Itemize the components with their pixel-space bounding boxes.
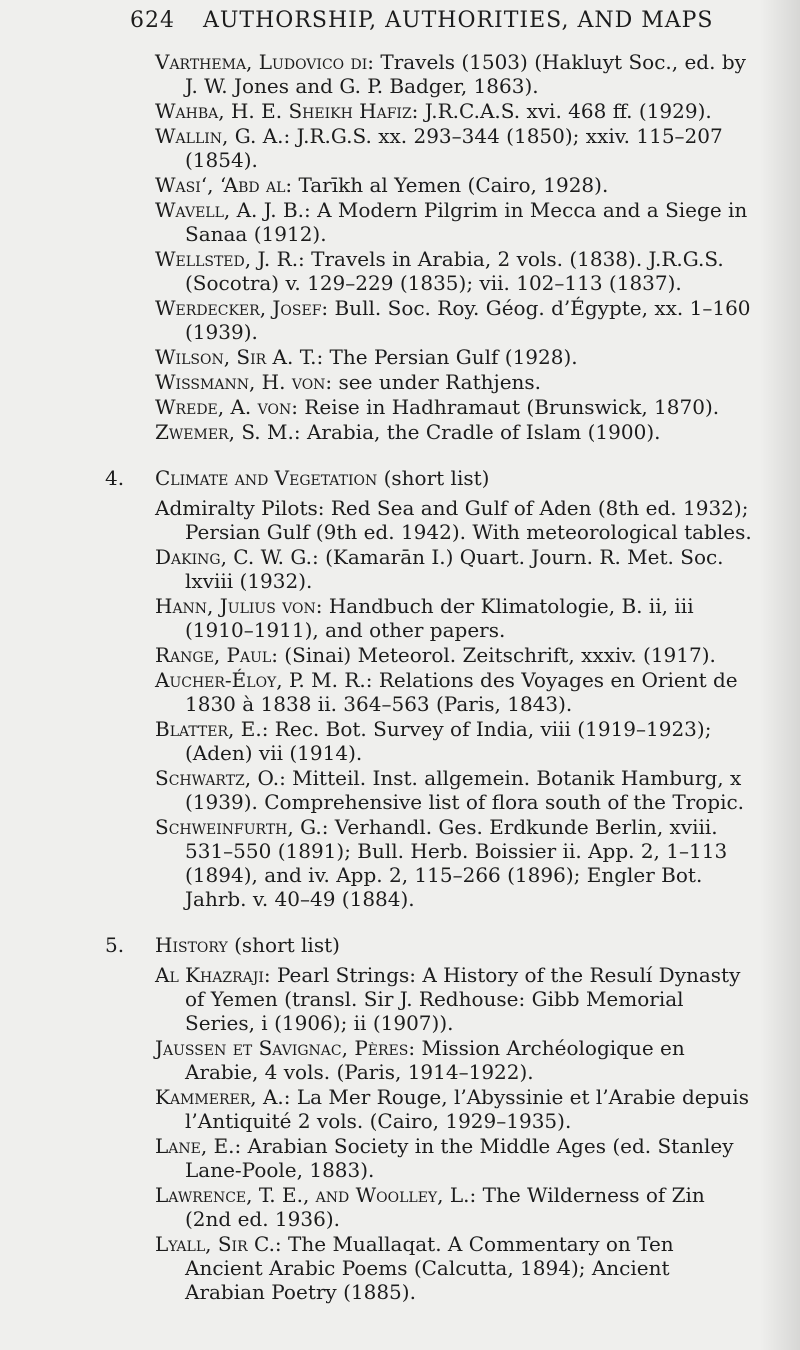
entry-text: Bull. Soc. Roy. Géog. d’Égypte, xx. 1–160 (1939). — [185, 296, 751, 344]
bib-entry — [155, 247, 755, 295]
entry-author: Kammerer, A.: — [155, 1085, 291, 1109]
entry-text: Pearl Strings: A History of the Resulí Dynasty of Yemen (transl. Sir J. Redhouse: Gibb Memorial Series, i (1906); ii (1907)). — [185, 963, 741, 1035]
entry-author: Lane, E.: — [155, 1134, 242, 1158]
entry-text: Travels (1503) (Hakluyt Soc., ed. by J. W. Jones and G. P. Badger, 1863). — [185, 50, 746, 98]
entry-author: Schweinfurth, G.: — [155, 815, 329, 839]
entry-text: Tarīkh al Yemen (Cairo, 1928). — [292, 173, 609, 197]
entry-author: Wissmann, H. von: — [155, 370, 333, 394]
entry-author: Hann, Julius von: — [155, 594, 323, 618]
entry-text: The Persian Gulf (1928). — [323, 345, 578, 369]
page-number: 624 — [130, 8, 175, 33]
bib-entry — [155, 815, 755, 911]
bib-entry — [155, 99, 755, 123]
section-history — [105, 933, 755, 1304]
entry-author: Zwemer, S. M.: — [155, 420, 301, 444]
bib-entry — [155, 345, 755, 369]
bib-entry — [155, 1036, 755, 1084]
entry-text: Rec. Bot. Survey of India, viii (1919–1923); (Aden) vii (1914). — [185, 717, 712, 765]
entry-text: Arabian Society in the Middle Ages (ed. Stanley Lane-Poole, 1883). — [185, 1134, 734, 1182]
bib-entry — [155, 124, 755, 172]
entry-text: (Sinai) Meteorol. Zeitschrift, xxxiv. (1917). — [277, 643, 716, 667]
section-number: 5. — [105, 933, 125, 957]
bib-entry — [155, 395, 755, 419]
section-title: Climate and Vegetation — [155, 466, 378, 490]
entry-text: The Muallaqat. A Commentary on Ten Ancient Arabic Poems (Calcutta, 1894); Ancient Arabian Poetry (1885). — [185, 1232, 674, 1304]
entry-text: (Kamarān I.) Quart. Journ. R. Met. Soc. lxviii (1932). — [185, 545, 724, 593]
entry-author: Wallin, G. A.: — [155, 124, 291, 148]
bib-entry — [155, 198, 755, 246]
entry-text: Handbuch der Klimatologie, B. ii, iii (1910–1911), and other papers. — [185, 594, 694, 642]
entries-top — [155, 50, 755, 444]
entry-author: Varthema, Ludovico di: — [155, 50, 374, 74]
entry-text: Mission Archéologique en Arabie, 4 vols. (Paris, 1914–1922). — [185, 1036, 685, 1084]
bib-entry — [155, 1232, 755, 1304]
bib-entry — [155, 963, 755, 1035]
bib-entry — [155, 594, 755, 642]
entry-author: Daking, C. W. G.: — [155, 545, 319, 569]
entry-author: Wrede, A. von: — [155, 395, 298, 419]
entry-author: Wilson, Sir A. T.: — [155, 345, 324, 369]
entry-author: Aucher-Éloy, P. M. R.: — [155, 668, 373, 692]
section-title: History — [155, 933, 228, 957]
bib-entry — [155, 1134, 755, 1182]
bib-entry — [155, 643, 755, 667]
entry-text: see under Rathjens. — [332, 370, 542, 394]
entry-text: J.R.G.S. xx. 293–344 (1850); xxiv. 115–207 (1854). — [185, 124, 723, 172]
entry-text: Relations des Voyages en Orient de 1830 à 1838 ii. 364–563 (Paris, 1843). — [185, 668, 738, 716]
entry-author: Wellsted, J. R.: — [155, 247, 305, 271]
bib-entry — [155, 545, 755, 593]
page-edge-shadow — [760, 0, 800, 1350]
entry-author: Range, Paul: — [155, 643, 278, 667]
entry-author: Wasi‘, ‘Abd al: — [155, 173, 293, 197]
entry-text: Verhandl. Ges. Erdkunde Berlin, xviii. 531–550 (1891); Bull. Herb. Boissier ii. App. 2, 1–113 (1894), and iv. App. 2, 115–266 (1896); Engler Bot. Jahrb. v. 40–49 (1884). — [185, 815, 728, 911]
entry-text: A Modern Pilgrim in Mecca and a Siege in Sanaa (1912). — [185, 198, 748, 246]
entry-author: Lawrence, T. E., and Woolley, L.: — [155, 1183, 477, 1207]
bib-entry — [155, 766, 755, 814]
section-number: 4. — [105, 466, 125, 490]
entry-author: Schwartz, O.: — [155, 766, 286, 790]
entry-text: Admiralty Pilots: Red Sea and Gulf of Aden (8th ed. 1932); Persian Gulf (9th ed. 1942). With meteorological tables. — [155, 496, 752, 544]
entry-text: La Mer Rouge, l’Abyssinie et l’Arabie depuis l’Antiquité 2 vols. (Cairo, 1929–1935). — [185, 1085, 749, 1133]
entry-author: Jaussen et Savignac, Pères: — [155, 1036, 416, 1060]
bib-entry — [155, 296, 755, 344]
entry-author: Werdecker, Josef: — [155, 296, 329, 320]
section-subtitle: (short list) — [234, 933, 340, 957]
bib-entry — [155, 420, 755, 444]
bib-entry — [155, 1085, 755, 1133]
section-heading — [155, 466, 755, 490]
bib-entry — [155, 717, 755, 765]
entry-text: The Wilderness of Zin (2nd ed. 1936). — [185, 1183, 705, 1231]
entry-text: J.R.C.A.S. xvi. 468 ff. (1929). — [418, 99, 712, 123]
bibliography — [105, 50, 755, 1305]
section-subtitle: (short list) — [383, 466, 490, 490]
entry-text: Mitteil. Inst. allgemein. Botanik Hamburg, x (1939). Comprehensive list of flora south of the Tropic. — [185, 766, 745, 814]
bib-entry — [155, 50, 755, 98]
bib-entry — [155, 668, 755, 716]
entry-text: Travels in Arabia, 2 vols. (1838). J.R.G.S. (Socotra) v. 129–229 (1835); vii. 102–113 (1837). — [185, 247, 724, 295]
entry-text: Arabia, the Cradle of Islam (1900). — [300, 420, 661, 444]
entry-author: Wavell, A. J. B.: — [155, 198, 311, 222]
section-climate — [105, 466, 755, 911]
running-title: AUTHORSHIP, AUTHORITIES, AND MAPS — [203, 8, 714, 33]
entry-author: Lyall, Sir C.: — [155, 1232, 282, 1256]
entry-author: Blatter, E.: — [155, 717, 269, 741]
bib-entry — [155, 496, 755, 544]
bib-entry — [155, 173, 755, 197]
bib-entry — [155, 1183, 755, 1231]
running-header — [130, 8, 714, 33]
entry-text: Reise in Hadhramaut (Brunswick, 1870). — [297, 395, 720, 419]
entry-author: Wahba, H. E. Sheikh Hafiz: — [155, 99, 419, 123]
section-heading — [155, 933, 755, 957]
bib-entry — [155, 370, 755, 394]
entry-author: Al Khazraji: — [155, 963, 271, 987]
